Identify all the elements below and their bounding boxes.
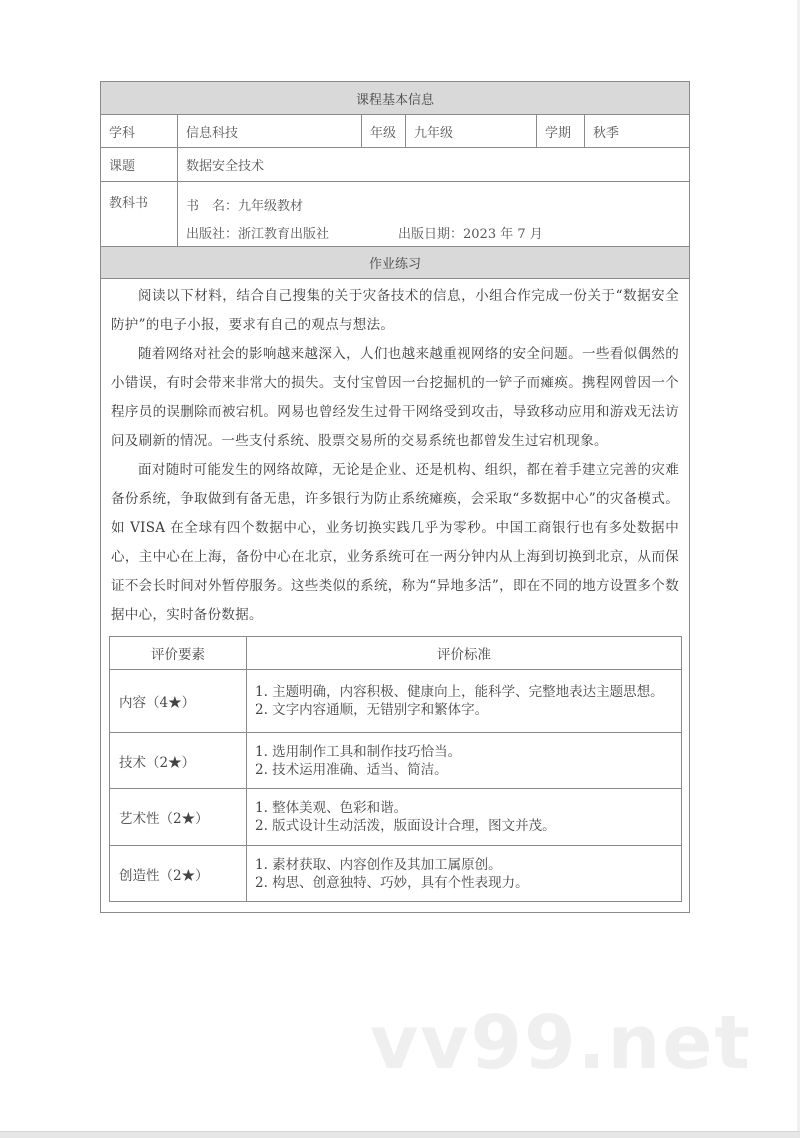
grade-label: 年级 bbox=[362, 115, 406, 147]
publisher: 出版社：浙江教育出版社 bbox=[186, 226, 330, 242]
publish-date: 出版日期：2023 年 7 月 bbox=[398, 226, 543, 242]
subject-row bbox=[101, 115, 689, 148]
grade-value: 九年级 bbox=[406, 115, 537, 147]
rubric-header-row bbox=[110, 637, 682, 670]
homework-title: 作业练习 bbox=[368, 257, 421, 272]
course-sheet bbox=[100, 81, 690, 913]
textbook-details bbox=[178, 182, 689, 246]
rubric-row bbox=[110, 846, 682, 902]
watermark: vv99.net bbox=[370, 1000, 752, 1086]
topic-label: 课题 bbox=[101, 148, 178, 181]
homework-content bbox=[101, 279, 689, 912]
course-info-header bbox=[101, 82, 689, 115]
rubric-criteria bbox=[247, 733, 682, 789]
criterion: 2. 版式设计生动活泼，版面设计合理，图文并茂。 bbox=[255, 818, 556, 834]
homework-header bbox=[101, 247, 689, 279]
criterion: 1. 整体美观、色彩和谐。 bbox=[255, 800, 408, 816]
topic-row bbox=[101, 148, 689, 182]
rubric-header-element: 评价要素 bbox=[110, 637, 247, 670]
term-value: 秋季 bbox=[593, 125, 620, 141]
criterion: 2. 文字内容通顺，无错别字和繁体字。 bbox=[255, 702, 489, 718]
book-name: 书 名：九年级教材 bbox=[186, 198, 304, 214]
rubric-header-criteria: 评价标准 bbox=[247, 637, 682, 670]
textbook-label: 教科书 bbox=[101, 182, 178, 246]
subject-value: 信息科技 bbox=[178, 115, 362, 147]
rubric-element: 艺术性（2★） bbox=[110, 789, 247, 846]
rubric-element: 创造性（2★） bbox=[110, 846, 247, 902]
term-label: 学期 bbox=[537, 115, 585, 147]
material-paragraph-2: 面对随时可能发生的网络故障，无论是企业、还是机构、组织，都在着手建立完善的灾难备份系统，争取做到有备无患，许多银行为防止系统瘫痪，会采取“多数据中心”的灾备模式。如 VISA 在全球有四个数据中心，业务切换实践几乎为零秒。中国工商银行也有多处数据中心，主中心在上海，备份中心在北京，业务系统可在一两分钟内从上海到切换到北京，从而保证不会长时间对外暂停服务。这些类似的系统，称为“异地多活”，即在不同的地方设置多个数据中心，实时备份数据。 bbox=[111, 462, 679, 623]
criterion: 2. 构思、创意独特、巧妙，具有个性表现力。 bbox=[255, 874, 529, 891]
criterion: 1. 选用制作工具和制作技巧恰当。 bbox=[255, 743, 462, 760]
textbook-row bbox=[101, 182, 689, 247]
criterion: 1. 素材获取、内容创作及其加工属原创。 bbox=[255, 856, 502, 873]
rubric-row bbox=[110, 733, 682, 789]
rubric-row bbox=[110, 670, 682, 733]
rubric-criteria bbox=[247, 670, 682, 733]
criterion: 2. 技术运用准确、适当、简洁。 bbox=[255, 761, 448, 778]
material-paragraph-1: 随着网络对社会的影响越来越深入，人们也越来越重视网络的安全问题。一些看似偶然的小错误，有时会带来非常大的损失。支付宝曾因一台挖掘机的一铲子而瘫痪。携程网曾因一个程序员的误删除而被宕机。网易也曾经发生过骨干网络受到攻击，导致移动应用和游戏无法访问及刷新的情况。一些支付系统、股票交易所的交易系统也都曾发生过宕机现象。 bbox=[111, 346, 679, 449]
rubric-criteria bbox=[247, 846, 682, 902]
criterion: 1. 主题明确，内容积极、健康向上，能科学、完整地表达主题思想。 bbox=[255, 684, 664, 700]
subject-label: 学科 bbox=[101, 115, 178, 147]
rubric-row bbox=[110, 789, 682, 846]
rubric-criteria bbox=[247, 789, 682, 846]
course-info-title: 课程基本信息 bbox=[355, 92, 434, 108]
publisher-line bbox=[186, 218, 543, 246]
task-paragraph: 阅读以下材料，结合自己搜集的关于灾备技术的信息，小组合作完成一份关于“数据安全防护”的电子小报，要求有自己的观点与想法。 bbox=[111, 288, 679, 333]
topic-value: 数据安全技术 bbox=[186, 159, 265, 174]
rubric-element: 内容（4★） bbox=[110, 670, 247, 733]
rubric-table bbox=[109, 636, 682, 902]
rubric-element: 技术（2★） bbox=[110, 733, 247, 789]
